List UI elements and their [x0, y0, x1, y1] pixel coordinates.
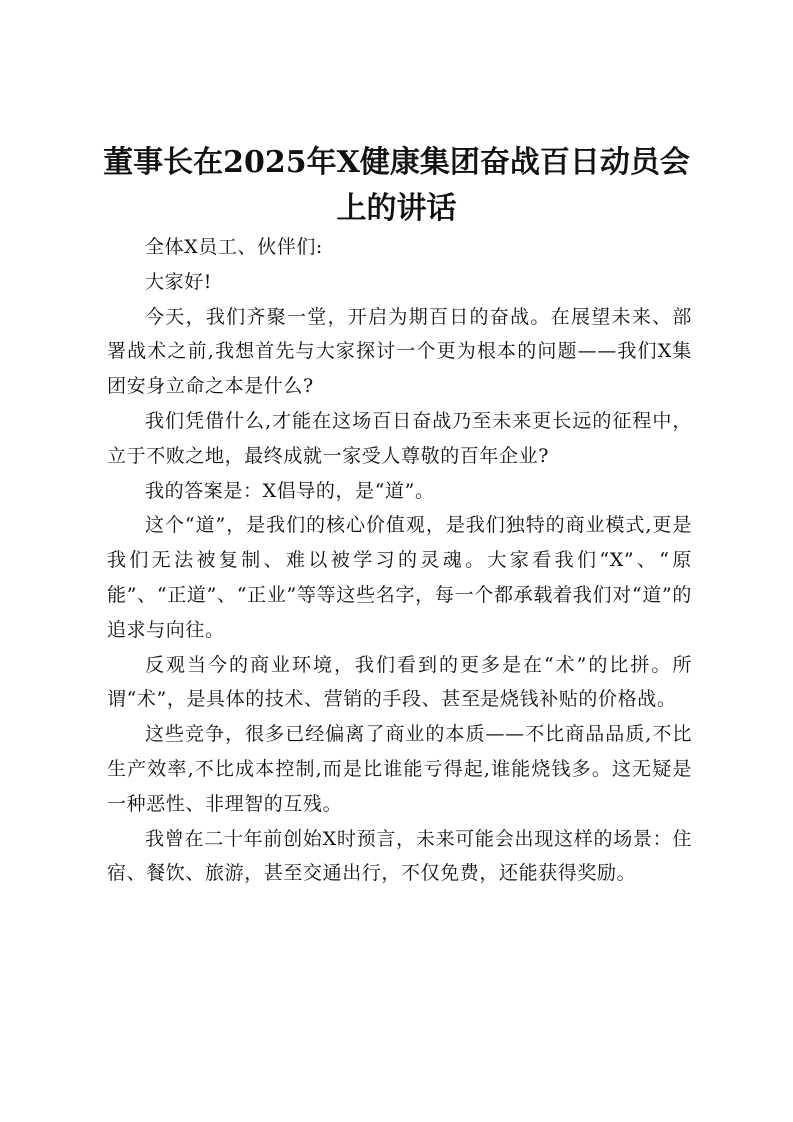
paragraph: 反观当今的商业环境，我们看到的更多是在“术”的比拼。所谓“术”，是具体的技术、营销的手段、甚至是烧钱补贴的价格战。: [107, 653, 692, 711]
paragraph-greeting: 大家好!: [145, 270, 213, 293]
paragraph: 我们凭借什么,才能在这场百日奋战乃至未来更长远的征程中，立于不败之地，最终成就一家受人尊敬的百年企业?: [107, 409, 692, 467]
paragraph: 今天，我们齐聚一堂，开启为期百日的奋战。在展望未来、部署战术之前,我想首先与大家探讨一个更为根本的问题——我们X集团安身立命之本是什么?: [107, 305, 692, 398]
paragraph: 这个“道”，是我们的核心价值观，是我们独特的商业模式,更是我们无法被复制、难以被学习的灵魂。大家看我们“X”、“原能”、“正道”、“正业”等等这些名字，每一个都承载着我们对“道”的追求与向往。: [107, 514, 692, 641]
document-title: 董事长在2025年X健康集团奋战百日动员会上的讲话: [103, 145, 690, 226]
paragraph-salutation: 全体X员工、伙伴们:: [145, 236, 323, 258]
paragraph: 我的答案是：X倡导的，是“道”。: [145, 479, 435, 502]
paragraph: 这些竞争，很多已经偏离了商业的本质——不比商品品质,不比生产效率,不比成本控制,而是比谁能亏得起,谁能烧钱多。这无疑是一种恶性、非理智的互残。: [107, 723, 692, 815]
document-body: [107, 230, 692, 891]
paragraph: 我曾在二十年前创始X时预言，未来可能会出现这样的场景：住宿、餐饮、旅游，甚至交通出行，不仅免费，还能获得奖励。: [107, 827, 692, 885]
